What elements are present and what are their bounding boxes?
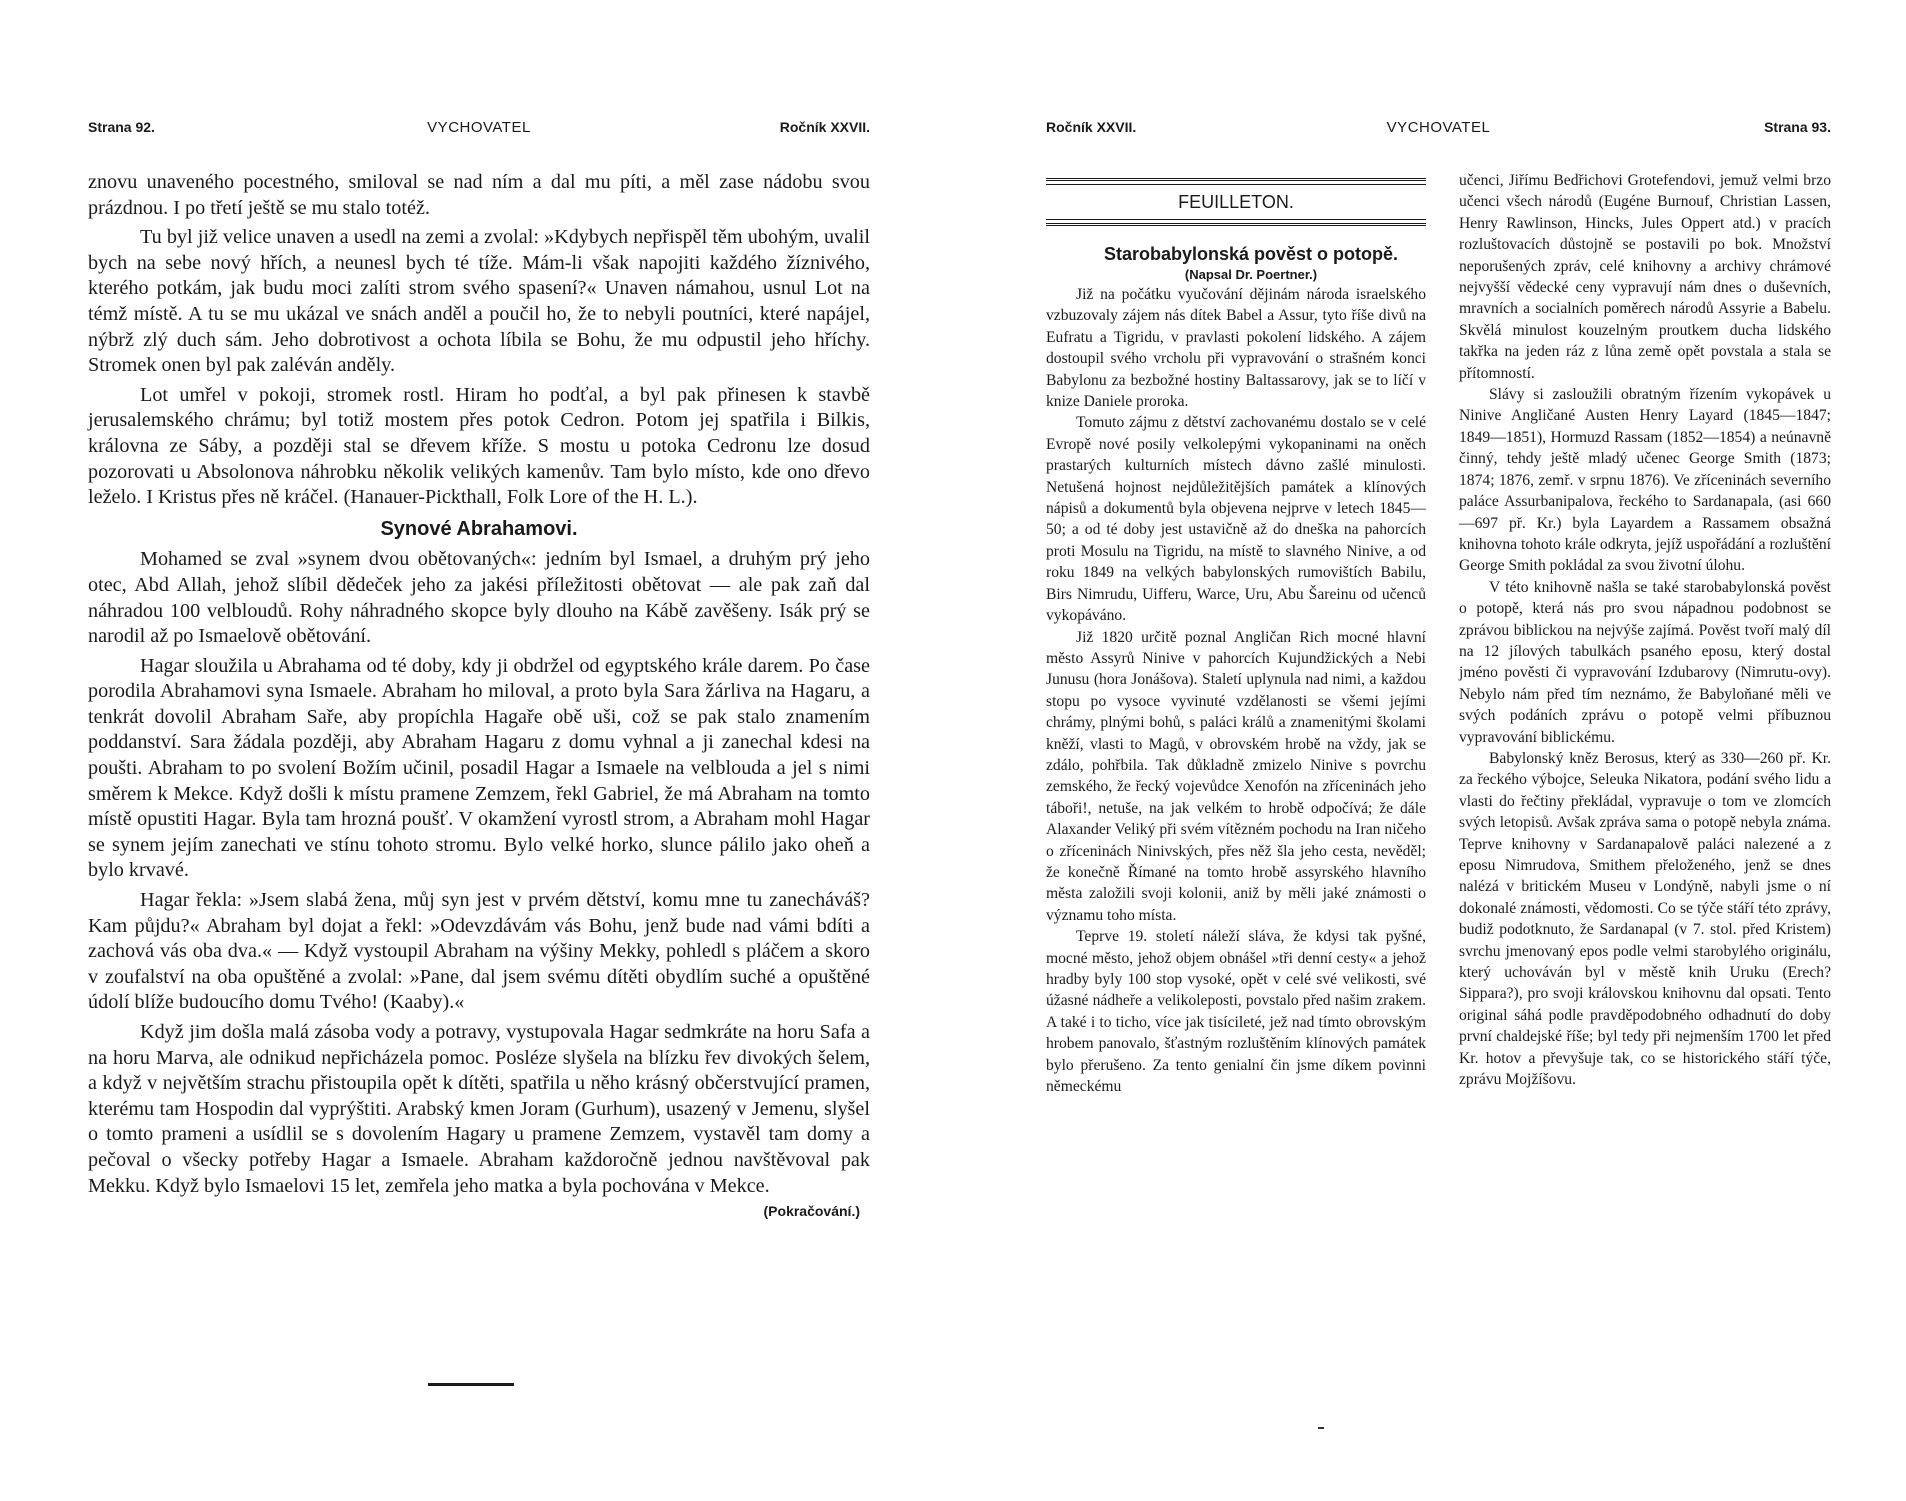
feuilleton-label: FEUILLETON.: [1178, 192, 1294, 212]
paragraph: Již na počátku vyučování dějinám národa israelského vzbuzovaly zájem nás dítek Babel a Assur, tyto říše divů na Eufratu a Tigridu, v pravlasti pokolení lidského. A zájem dostoupil svého vrcholu při vypravování o strašném konci Babylonu za bezbožné hostiny Baltassarovy, jak se to líčí v knize Daniele proroka.: [1046, 286, 1426, 411]
paragraph: znovu unaveného pocestného, smiloval se nad ním a dal mu píti, a měl zase nádobu svou prázdnou. I po třetí ještě se mu stalo totéž.: [88, 171, 870, 219]
paragraph-text: Když jim došla malá zásoba vody a potravy, vystupovala Hagar sedmkráte na horu Safa a na horu Marva, ale odnikud nepřicházela pomoc. Posléze slyšela na blízku řev divokých šelem, a když v největším strachu přistoupila opět k dítěti, spatřila u něho krásný občerstvující pramen, kterému tam Hospodin dal vyprýštiti. Arabský kmen Joram (Gurhum), usazený v Jemenu, slyšel o tomto prameni a usídlil se s dovolením Hagary u pramene Zemzem, vystavěl tam domy a pečoval o všecky potřeby Hagar a Ismaele. Abraham každoročně jednou navštěvoval pak Mekku. Když bylo Ismaelovi 15 let, zemřela jeho matka a byla pochována v Mekce.: [88, 1021, 870, 1197]
left-page: [88, 0, 870, 1501]
left-page-number: Strana 92.: [88, 119, 155, 135]
article-byline: (Napsal Dr. Poertner.): [1184, 267, 1318, 282]
right-journal-title: VYCHOVATEL: [1386, 119, 1491, 136]
paragraph: [88, 1020, 870, 1220]
left-body-text: [88, 170, 870, 1225]
footer-dash: [1318, 1427, 1324, 1429]
paragraph: V této knihovně našla se také starobabylonská pověst o potopě, která nás pro svou nápadnou podobnost se zprávou biblickou na nejvýše zajímá. Pověst tvoří malý díl na 12 jílových tabulkách psaného eposu, který dostal jméno pověsti či vypravování Izdubarovy (Nimrutu-ovy). Nebylo nám před tím neznámo, že Babyloňané měli ve svých podáních zprávu o potopě velmi příbuznou vypravování biblickému.: [1459, 578, 1831, 746]
section-title: Synové Abrahamovi.: [380, 517, 578, 540]
paragraph: Slávy si zasloužili obratným řízením vykopávek u Ninive Angličané Austen Henry Layard (1845—1847; 1849—1851), Hormuzd Rassam (1852—1854) a neúnavně činný, tehdy ještě mladý učenec George Smith (1873; 1874; 1876, zemř. v srpnu 1876). Ve zříceninách severního paláce Assurbanipalova, řeckého to Sardanapala, (asi 660—697 př. Kr.) byla Layardem a Rassamem obsažná knihovna tohoto krále odkryta, jejíž uspořádání a rozluštění George Smith pokládal za svou životní úlohu.: [1459, 386, 1831, 575]
right-running-head: [1046, 119, 1831, 141]
paragraph: Lot umřel v pokoji, stromek rostl. Hiram ho podťal, a byl pak přinesen k stavbě jerusalemského chrámu; byl totiž mostem přes potok Cedron. Potom jej spatřila i Bilkis, královna ze Sáby, a později stal se dřevem kříže. S mostu u potoka Cedronu lze dosud pozorovati u Absolonova náhrobku několik velikých kamenův. Tam bylo místo, kde ono dřevo leželo. I Kristus přes ně kráčel. (Hanauer-Pickthall, Folk Lore of the H. L.).: [88, 383, 870, 509]
feuilleton-banner: [1046, 178, 1426, 226]
left-journal-title: VYCHOVATEL: [427, 119, 531, 136]
left-running-head: [88, 119, 870, 141]
paragraph: učenci, Jiřímu Bedřichovi Grotefendovi, jemuž velmi brzo učenci všech národů (Eugéne Burnouf, Christian Lassen, Henry Rawlinson, Hincks, Jules Oppert atd.) v pracích rozluštovacích důstojně se postavili po bok. Množství neporušených zpráv, celé knihovny a archivy chrámové nejvyšší vědecké ceny vypravují nám dnes o duševních, mravních a socialních poměrech národů Assyrie a Babelu. Skvělá minulost kouzelným proutkem ducha lidského takřka na jeden ráz z lůna země opět povstala a stala se přítomností.: [1459, 172, 1831, 382]
right-volume: Ročník XXVII.: [1046, 119, 1137, 135]
article-title: Starobabylonská pověst o potopě.: [1103, 244, 1399, 264]
paragraph: Babylonský kněz Berosus, který as 330—260 př. Kr. za řeckého výbojce, Seleuka Nikatora, podání svého lidu a vlasti do řečtiny překládal, vypravuje o tom ve zlomcích svých letopisů. Avšak zpráva sama o potopě nebyla známa. Teprve knihovny v Sardanapalově paláci nalezené a z eposu Nimrudova, Smithem přeloženého, jenž se dnes nalézá v britickém Museu v Londýně, nabyli jsme o ní dokonalé známosti, vědomosti. Co se týče stáří této zprávy, budiž podotknuto, že Sardanapal (v 7. stol. před Kristem) svrchu jmenovaný epos podle velmi starobylého originálu, který uchováván byl v městě knih Uruku (Erech? Sippara?), pro svoji královskou knihovnu dal opsati. Tento original sáhá podle pravděpodobného odhadnutí do doby první chaldejské říše; byl tedy při nejmenším 1700 let před Kr. hotov a převyšuje tak, co se historického stáří týče, zprávu Mojžíšovu.: [1459, 749, 1831, 1089]
paragraph: Mohamed se zval »synem dvou obětovaných«: jedním byl Ismael, a druhým prý jeho otec, Abd Allah, jehož slíbil dědeček jeho za jakési příležitosti obětovat — ale pak zaň dal náhradou 100 velbloudů. Rohy náhradného skopce byly dlouho na Kábě zavěšeny. Isák prý se narodil až po Ismaelově obětování.: [88, 548, 870, 648]
right-column-1: [1046, 170, 1426, 1097]
paragraph: Tomuto zájmu z dětství zachovanému dostalo se v celé Evropě nové posily velkolepými vykopaninami na oněch prastarých kulturních místech dávno zašlé minulosti. Netušená hojnost nejdůležitějších památek a klínových nápisů a dokumentů byla objevena nejprve v letech 1845—50; a od té doby jest ustavičně až do dneška na pahorcích proti Mosulu na Tigridu, na místě to slavného Ninive, a od roku 1849 na velkých babylonských rumovištích Babilu, Birs Nimrudu, Uifferu, Warce, Uru, Abu Šareinu od učenců vykopáváno.: [1046, 414, 1426, 625]
right-column-2: [1459, 170, 1831, 1090]
right-page-number: Strana 93.: [1764, 119, 1831, 135]
right-page: [1046, 0, 1831, 1501]
end-rule: [428, 1383, 514, 1386]
paragraph: Teprve 19. století náleží sláva, že kdysi tak pyšné, mocné město, jehož objem obnášel »tři denní cesty« a jehož hradby byly 100 stop vysoké, opět v celé své velikosti, své úžasné nádheře a velikoleposti, povstalo před našim zrakem. A také i to ticho, více jak tisícileté, jež nad tímto obrovským hrobem panovalo, šťastným rozluštěním klínových památek bylo přerušeno. Za tento genialní čin jsme díkem povinni německému: [1046, 928, 1426, 1096]
paragraph: Hagar řekla: »Jsem slabá žena, můj syn jest v prvém dětství, komu mne tu zanecháváš? Kam půjdu?« Abraham byl dojat a řekl: »Odevzdávám vás Bohu, jenž bude nad vámi bdíti a zachová vás oba dva.« — Když vystoupil Abraham na výšiny Mekky, pohledl s pláčem a skoro v zoufalství na oba opuštěné a zvolal: »Pane, dal jsem svému dítěti obydlím suché a opuštěné údolí blíže budoucího domu Tvého! (Kaaby).«: [88, 889, 870, 1014]
paragraph: Již 1820 určitě poznal Angličan Rich mocné hlavní město Assyrů Ninive v pahorcích Kujundžických a Nebi Junusu (hora Jonášova). Staletí uplynula nad nimi, a každou stopu po vysoce vyvinuté vzdělanosti se všemi jejími chrámy, plnými bohů, s paláci králů a znamenitými školami kněží, vlasti to Magů, v obrovském hrobě na vždy, jak se zdálo, pohřbila. Tak důkladně zmizelo Ninive s povrchu zemského, že řecký vojevůdce Xenofón na zříceninách jeho táboři!, netuše, na jak velkém to hrobě odpočívá; že dále Alaxander Veliký při svém vítězném pochodu na Iran ničeho o zříceninách Ninivských, přes něž šla jeho cesta, nevěděl; že konečně Římané na tomto hrobě assyrského hlavního města založili svoji kolonii, aniž by měli jaké známosti o významu toho místa.: [1046, 628, 1426, 924]
continued-note: (Pokračování.): [763, 1203, 860, 1220]
paragraph: Tu byl již velice unaven a usedl na zemi a zvolal: »Kdybych nepřispěl těm ubohým, uvalil bych na sebe nový hřích, a neunesl bych té tíže. Mám-li však napojiti každého žíznivého, kterého potkám, jak budu moci zalíti strom svého spasení?« Unaven námahou, usnul Lot na témž místě. A tu se mu ukázal ve snách anděl a poučil ho, že to nebyli poutníci, které napájel, nýbrž zlý duch sám. Jeho dobrotivost a ochota líbila se Bohu, že mu odpustil jeho hříchy. Stromek onen byl pak zaléván anděly.: [88, 226, 870, 377]
paragraph: Hagar sloužila u Abrahama od té doby, kdy ji obdržel od egyptského krále darem. Po čase porodila Abrahamovi syna Ismaele. Abraham ho miloval, a proto byla Sara žárliva na Hagaru, a tenkrát dovolil Abraham Saře, aby propíchla Hagaře obě uši, což se pak stalo znamením poddanství. Sara žádala později, aby Abraham Hagaru z domu vyhnal a ji zanechal kdesi na poušti. Abraham to po svolení Božím učinil, posadil Hagar a Ismaele na velblouda a jel s nimi směrem k Mekce. Když došli k místu pramene Zemzem, řekl Gabriel, že má Abraham na tomto místě opustiti Hagar. Byla tam hrozná poušť. V okamžení vyrostl strom, a Abraham mohl Hagar se synem jejím zanechati ve stínu tohoto stromu. Bylo velké horko, slunce pálilo jako oheň a bylo krvavé.: [88, 654, 870, 882]
left-volume: Ročník XXVII.: [779, 119, 870, 135]
